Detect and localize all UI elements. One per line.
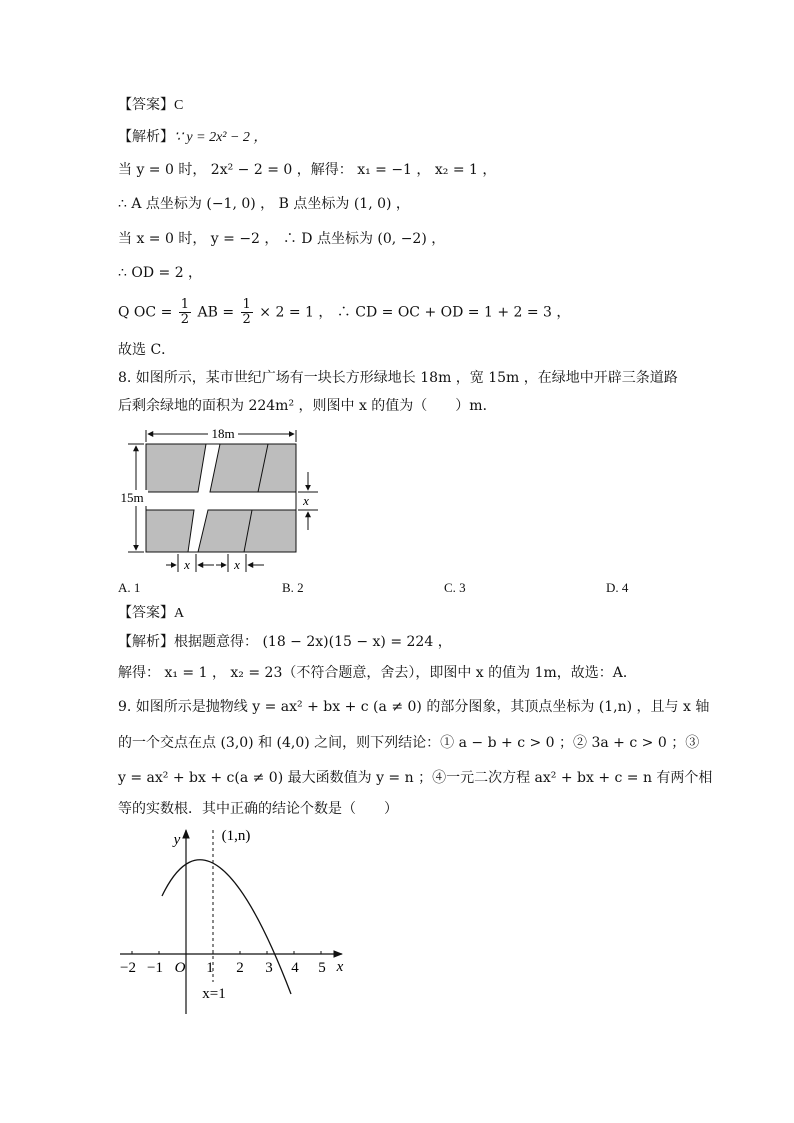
q7-conclusion: 故选 C． (118, 342, 176, 358)
frac-numerator: 1 (180, 297, 190, 312)
analysis-text: ∵ y = 2x² − 2 ， (174, 130, 268, 145)
tick-label: 2 (236, 960, 244, 976)
q7-answer (118, 95, 183, 116)
answer-value: A (174, 606, 185, 621)
line6-part-b: AB = (197, 304, 235, 321)
line6-part-c: × 2 = 1 ， ∴ CD = OC + OD = 1 + 2 = 3 ， (259, 304, 571, 321)
fraction-one-half (179, 298, 191, 327)
label-x-bottom-2: x (234, 557, 240, 572)
label-length: 18m (211, 426, 235, 441)
vertex-label: (1,n) (221, 828, 251, 844)
answer-label: 【答案】 (118, 97, 174, 113)
tick-label: −2 (120, 960, 136, 976)
q8-option-b: B. 2 (282, 580, 304, 595)
frac-denominator: 2 (242, 312, 251, 327)
q8-stem-line2: 后剩余绿地的面积为 224m² ，则图中 x 的值为（ ）m． (118, 398, 497, 414)
line6-part-a: Q OC = (118, 304, 173, 321)
q7-analysis-line4: 当 x = 0 时， y = −2 ， ∴ D 点坐标为 (0, −2) ， (118, 231, 446, 247)
q9-stem-line1: 9. 如图所示是抛物线 y = ax² + bx + c (a ≠ 0) 的部分图象，其顶点坐标为 (1,n) ，且与 x 轴 (118, 699, 710, 715)
fraction-one-half-2 (241, 298, 253, 327)
plot-bottom-left (146, 510, 194, 552)
q8-option-a: A. 1 (118, 580, 141, 595)
label-x-right: x (303, 493, 309, 508)
label-x-bottom-1: x (184, 557, 190, 572)
origin-label: O (174, 960, 186, 976)
x-axis-label: x (336, 959, 344, 975)
y-axis-label: y (173, 832, 181, 848)
q9-stem-line4: 等的实数根．其中正确的结论个数是（ ） (118, 801, 398, 817)
q8-option-d: D. 4 (606, 580, 629, 595)
q7-analysis-line6 (118, 298, 570, 327)
tick-label: 3 (265, 960, 273, 976)
q8-figure (118, 420, 328, 576)
q9-parabola-figure (114, 822, 354, 1018)
plot-bottom-right (244, 510, 296, 552)
tick-label: 4 (291, 960, 299, 976)
answer-label: 【答案】 (118, 605, 174, 621)
tick-label: 1 (206, 960, 214, 976)
frac-numerator: 1 (242, 297, 251, 312)
q9-stem-line3: y = ax² + bx + c(a ≠ 0) 最大函数值为 y = n ；④一元二次方程 ax² + bx + c = n 有两个相 (118, 770, 713, 786)
q8-analysis: 【解析】根据题意得： (18 − 2x)(15 − x) = 224 ， (118, 634, 452, 650)
q7-analysis-line2: 当 y = 0 时， 2x² − 2 = 0 ，解得： x₁ = −1 ， x₂ = 1 ， (118, 162, 497, 178)
q7-analysis-line1 (118, 127, 267, 148)
q8-option-c: C. 3 (444, 580, 466, 595)
analysis-label: 【解析】 (118, 129, 174, 145)
plot-top-left (146, 444, 206, 492)
q8-stem-line1: 8. 如图所示，某市世纪广场有一块长方形绿地长 18m ，宽 15m ，在绿地中开辟三条道路 (118, 370, 678, 386)
answer-value: C (174, 98, 184, 113)
q7-analysis-line3: ∴ A 点坐标为 (−1, 0) ， B 点坐标为 (1, 0) ， (118, 196, 410, 212)
frac-denominator: 2 (180, 312, 190, 327)
tick-label: −1 (147, 960, 163, 976)
q8-solution: 解得： x₁ = 1 ， x₂ = 23（不符合题意，舍去），即图中 x 的值为 1m，故选：A． (118, 665, 637, 681)
symmetry-axis-label: x=1 (202, 986, 226, 1002)
label-width: 15m (120, 490, 144, 505)
tick-label: 5 (318, 960, 326, 976)
q8-answer (118, 603, 184, 624)
q9-stem-line2: 的一个交点在点 (3,0) 和 (4,0) 之间，则下列结论：① a − b + c > 0 ；② 3a + c > 0 ；③ (118, 735, 700, 751)
q7-analysis-line5: ∴ OD = 2 ， (118, 265, 203, 281)
